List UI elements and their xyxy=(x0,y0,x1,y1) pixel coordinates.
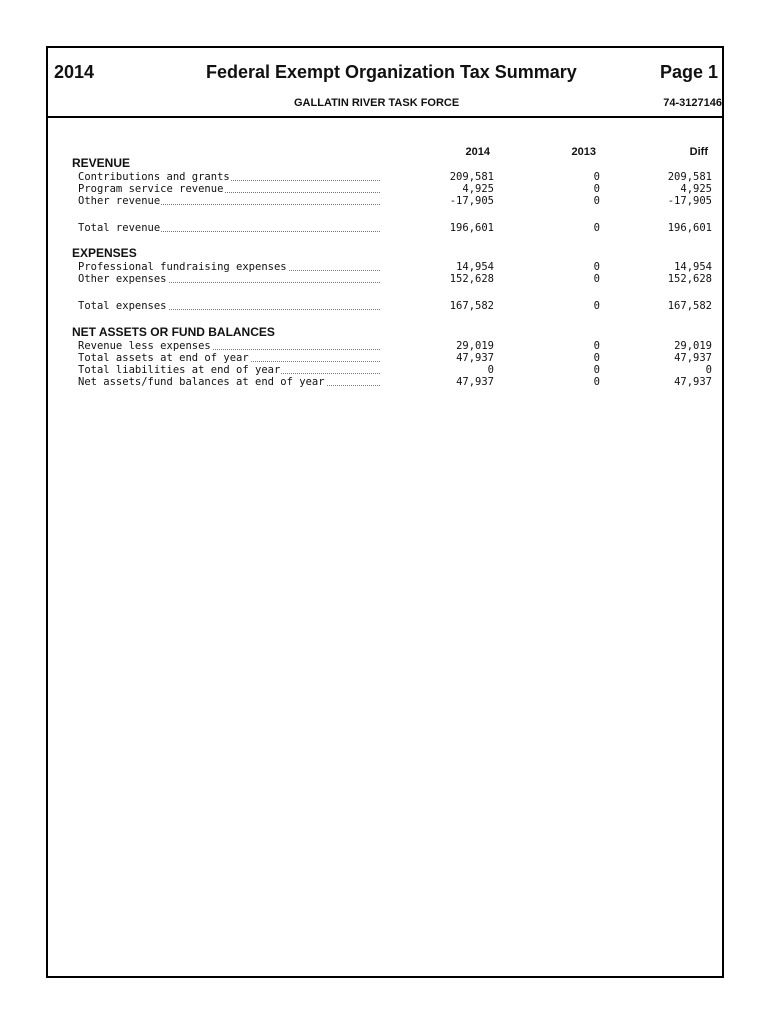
value-2014: 14,954 xyxy=(456,261,494,273)
table-row xyxy=(78,262,712,273)
value-2014: 4,925 xyxy=(462,183,494,195)
row-label: Total assets at end of year xyxy=(78,353,249,364)
section-heading-expenses: EXPENSES xyxy=(72,246,137,260)
tax-year: 2014 xyxy=(54,62,95,82)
value-2014: 0 xyxy=(487,364,494,376)
header-divider xyxy=(48,116,722,118)
value-2013: 0 xyxy=(593,340,600,352)
value-2013: 0 xyxy=(593,261,600,273)
value-diff: 47,937 xyxy=(674,352,712,364)
table-row xyxy=(78,353,712,364)
value-2014: 47,937 xyxy=(456,352,494,364)
row-label: Professional fundraising expenses xyxy=(78,262,287,273)
value-2014: 47,937 xyxy=(456,376,494,388)
total-row xyxy=(78,223,712,234)
value-diff: 29,019 xyxy=(674,340,712,352)
value-2013: 0 xyxy=(593,352,600,364)
row-label: Total liabilities at end of year xyxy=(78,365,281,376)
value-2014: 152,628 xyxy=(449,273,494,285)
value-diff: -17,905 xyxy=(667,195,712,207)
row-label: Total expenses xyxy=(78,301,167,312)
value-2013: 0 xyxy=(593,300,600,312)
row-label: Contributions and grants xyxy=(78,172,230,183)
table-row xyxy=(78,341,712,352)
value-diff: 152,628 xyxy=(667,273,712,285)
value-diff: 196,601 xyxy=(667,222,712,234)
column-header-2014: 2014 xyxy=(465,146,490,158)
ein-number: 74-3127146 xyxy=(663,97,722,109)
value-2014: 209,581 xyxy=(449,171,494,183)
value-diff: 167,582 xyxy=(667,300,712,312)
page-header xyxy=(48,58,722,88)
table-row xyxy=(78,184,712,195)
section-heading-net-assets: NET ASSETS OR FUND BALANCES xyxy=(72,325,275,339)
section-heading-revenue: REVENUE xyxy=(72,156,131,170)
table-row xyxy=(78,365,712,376)
row-label: Other revenue xyxy=(78,196,161,207)
column-header-2013: 2013 xyxy=(571,146,596,158)
row-label: Program service revenue xyxy=(78,184,224,195)
row-label: Total revenue xyxy=(78,223,161,234)
value-2013: 0 xyxy=(593,195,600,207)
tax-summary-page xyxy=(46,46,724,978)
value-2013: 0 xyxy=(593,222,600,234)
value-2014: -17,905 xyxy=(449,195,494,207)
value-2013: 0 xyxy=(593,183,600,195)
table-row xyxy=(78,274,712,285)
table-row xyxy=(78,196,712,207)
organization-name: GALLATIN RIVER TASK FORCE xyxy=(294,97,460,109)
row-label: Net assets/fund balances at end of year xyxy=(78,377,325,388)
row-label: Revenue less expenses xyxy=(78,341,211,352)
table-row xyxy=(78,172,712,183)
value-2013: 0 xyxy=(593,273,600,285)
column-header-diff: Diff xyxy=(689,146,708,158)
row-label: Other expenses xyxy=(78,274,167,285)
value-2013: 0 xyxy=(593,171,600,183)
value-2013: 0 xyxy=(593,364,600,376)
total-row xyxy=(78,301,712,312)
value-2014: 167,582 xyxy=(449,300,494,312)
page-title: Federal Exempt Organization Tax Summary xyxy=(206,62,577,82)
value-diff: 14,954 xyxy=(674,261,712,273)
page-number: Page 1 xyxy=(659,62,718,82)
value-2014: 196,601 xyxy=(449,222,494,234)
value-2014: 29,019 xyxy=(456,340,494,352)
value-diff: 209,581 xyxy=(667,171,712,183)
value-diff: 4,925 xyxy=(680,183,712,195)
value-diff: 47,937 xyxy=(674,376,712,388)
organization-header xyxy=(48,94,722,114)
value-diff: 0 xyxy=(705,364,712,376)
table-row xyxy=(78,377,712,388)
value-2013: 0 xyxy=(593,376,600,388)
